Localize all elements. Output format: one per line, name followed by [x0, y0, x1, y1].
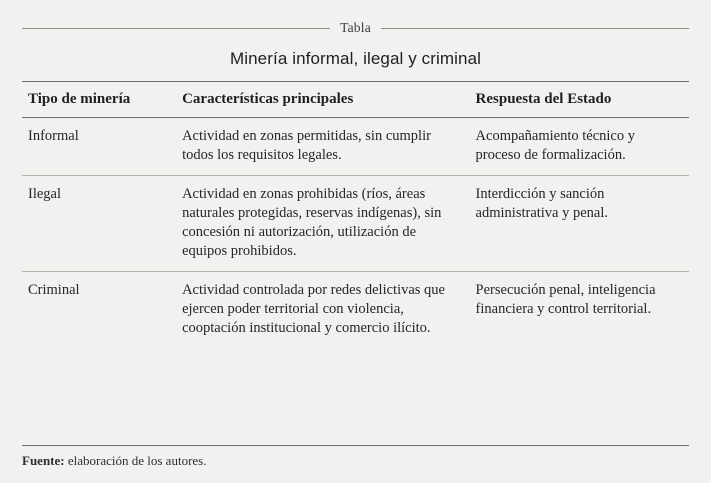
- source-rule: [22, 445, 689, 446]
- caption-label: Tabla: [340, 20, 371, 35]
- cell-respuesta: Persecución penal, inteligencia financiera y control territorial.: [475, 281, 656, 317]
- source-note: [22, 453, 689, 469]
- cell-tipo: Ilegal: [22, 175, 182, 271]
- caption-rule: [22, 20, 689, 36]
- table-row: [22, 118, 689, 176]
- data-table: [22, 81, 689, 348]
- rule-left: [22, 28, 330, 29]
- table-row: [22, 175, 689, 271]
- source-footer: [22, 445, 689, 469]
- cell-tipo: Criminal: [28, 281, 80, 298]
- source-label: Fuente:: [22, 453, 65, 468]
- cell-caracteristicas: Actividad en zonas permitidas, sin cumplir todos los requisitos legales.: [182, 118, 475, 176]
- table-header: [22, 82, 689, 118]
- source-value: elaboración de los autores.: [67, 453, 207, 468]
- cell-caracteristicas: Actividad controlada por redes delictivas que ejercen poder territorial con violencia, cooptación institucional y comercio ilícito.: [182, 281, 445, 337]
- table-header-row: [22, 82, 689, 118]
- cell-caracteristicas: Actividad en zonas prohibidas (ríos, áreas naturales protegidas, reservas indígenas), sin concesión ni autorización, utilización de equipos prohibidos.: [182, 175, 475, 271]
- table-body: [22, 118, 689, 348]
- rule-right: [381, 28, 689, 29]
- table-row: [22, 271, 689, 347]
- page-title: Minería informal, ilegal y criminal: [229, 49, 482, 68]
- column-header-caracteristicas: Características principales: [182, 82, 475, 118]
- cell-respuesta: Acompañamiento técnico y proceso de formalización.: [476, 118, 689, 176]
- cell-tipo: Informal: [22, 118, 182, 176]
- column-header-tipo: Tipo de minería: [22, 82, 182, 118]
- cell-respuesta: Interdicción y sanción administrativa y penal.: [476, 175, 689, 271]
- column-header-respuesta: Respuesta del Estado: [476, 82, 689, 118]
